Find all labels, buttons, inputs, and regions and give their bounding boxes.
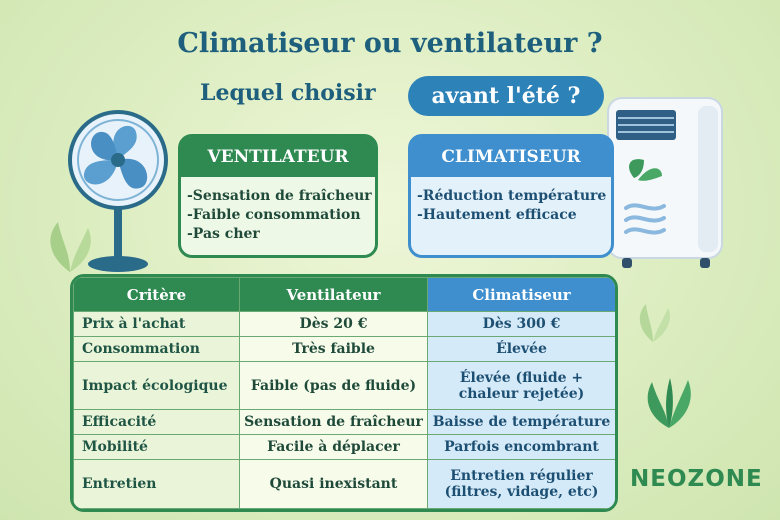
table-row bbox=[74, 410, 616, 435]
subtitle-highlight: avant l'été ? bbox=[408, 76, 604, 116]
comparison-table bbox=[70, 274, 618, 512]
air-conditioner-icon bbox=[604, 96, 726, 272]
table-cell: Prix à l'achat bbox=[74, 312, 240, 337]
table-row bbox=[74, 361, 616, 410]
table-cell: Consommation bbox=[74, 336, 240, 361]
list-item: -Hautement efficace bbox=[417, 207, 577, 223]
ventilateur-card bbox=[178, 134, 378, 258]
brand-logo: NEOZONE bbox=[630, 466, 763, 492]
table-cell: Impact écologique bbox=[74, 361, 240, 410]
table-cell: Parfois encombrant bbox=[428, 435, 616, 460]
ventilateur-card-title: VENTILATEUR bbox=[181, 137, 375, 177]
list-item: -Faible consommation bbox=[187, 207, 361, 223]
table-cell: Faible (pas de fluide) bbox=[240, 361, 428, 410]
table-cell: Très faible bbox=[240, 336, 428, 361]
table-cell: Mobilité bbox=[74, 435, 240, 460]
fan-icon bbox=[62, 108, 174, 276]
table-cell: Dès 300 € bbox=[428, 312, 616, 337]
list-item: -Sensation de fraîcheur bbox=[187, 188, 372, 204]
page-title: Climatiseur ou ventilateur ? bbox=[177, 28, 603, 59]
column-header: Critère bbox=[74, 278, 240, 312]
table-cell: Entretien régulier (filtres, vidage, etc) bbox=[428, 460, 616, 509]
table-cell: Baisse de température bbox=[428, 410, 616, 435]
table-row bbox=[74, 336, 616, 361]
table-cell: Dès 20 € bbox=[240, 312, 428, 337]
plant-icon bbox=[628, 300, 678, 344]
table-cell: Facile à déplacer bbox=[240, 435, 428, 460]
table-cell: Efficacité bbox=[74, 410, 240, 435]
table-cell: Élevée bbox=[428, 336, 616, 361]
table-cell: Sensation de fraîcheur bbox=[240, 410, 428, 435]
climatiseur-card-title: CLIMATISEUR bbox=[411, 137, 611, 177]
page-subtitle: Lequel choisir bbox=[200, 80, 376, 106]
table-cell: Élevée (fluide + chaleur rejetée) bbox=[428, 361, 616, 410]
column-header: Climatiseur bbox=[428, 278, 616, 312]
climatiseur-benefits-list bbox=[417, 187, 611, 225]
list-item: -Réduction température bbox=[417, 188, 607, 204]
column-header: Ventilateur bbox=[240, 278, 428, 312]
table-header-row bbox=[74, 278, 616, 312]
table-cell: Entretien bbox=[74, 460, 240, 509]
table-row bbox=[74, 312, 616, 337]
plant-icon bbox=[636, 374, 702, 430]
ventilateur-benefits-list bbox=[187, 187, 375, 244]
table-row bbox=[74, 460, 616, 509]
climatiseur-card bbox=[408, 134, 614, 258]
list-item: -Pas cher bbox=[187, 226, 260, 242]
table-row bbox=[74, 435, 616, 460]
table-cell: Quasi inexistant bbox=[240, 460, 428, 509]
